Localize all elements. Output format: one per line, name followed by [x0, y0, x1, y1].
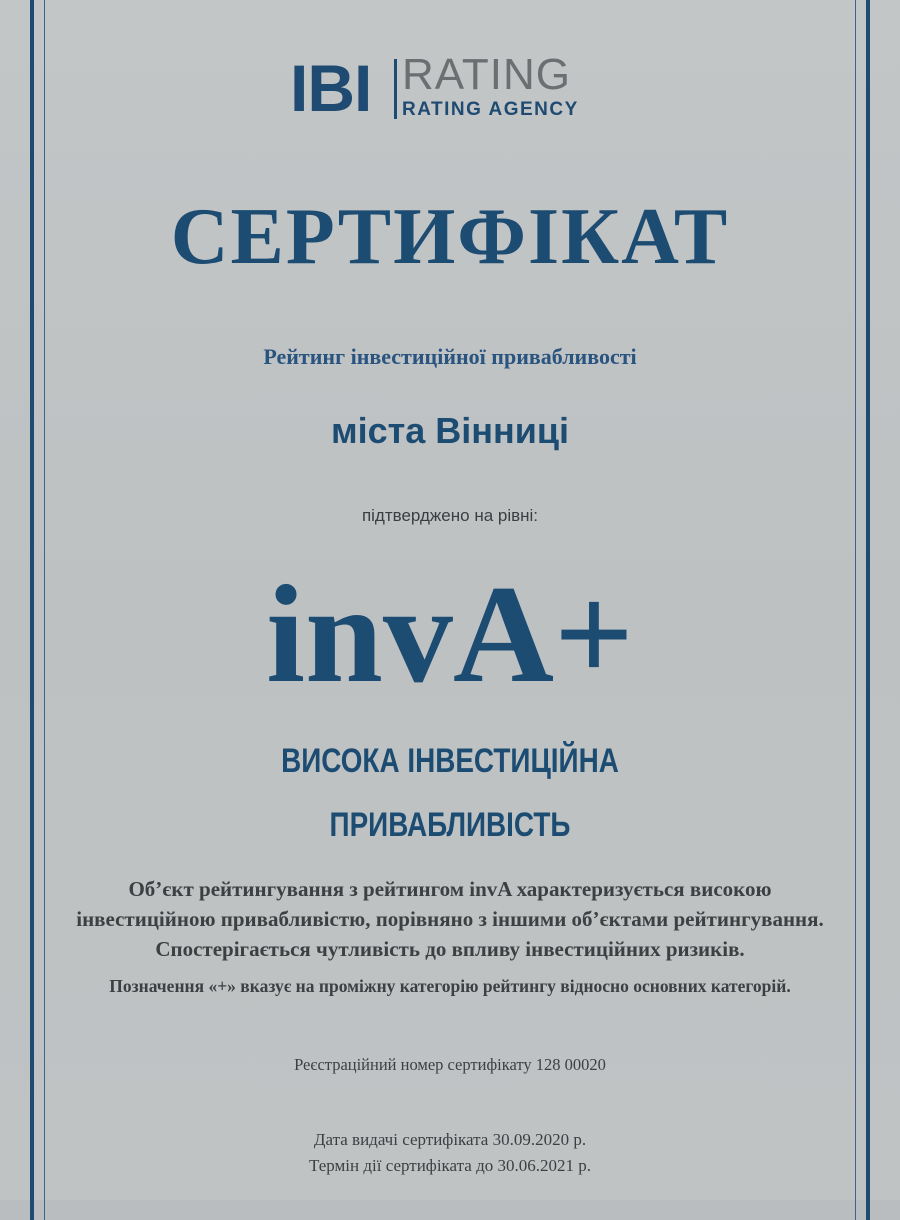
certificate-subtitle: Рейтинг інвестиційної привабливості [263, 344, 637, 369]
rated-city: міста Вінниці [330, 410, 570, 451]
confirmed-label: підтверджено на рівні: [361, 506, 539, 525]
ibi-rating-logo [290, 50, 620, 125]
description-line: Спостерігається чутливість до впливу інвестиційних ризиків. [155, 937, 745, 961]
issue-date: Дата видачі сертифіката 30.09.2020 р. [313, 1130, 587, 1149]
rating-level-line1: ВИСОКА ІНВЕСТИЦІЙНА [281, 742, 619, 780]
logo-agency-text: RATING AGENCY [402, 99, 579, 120]
logo-ibi-text: IBI [290, 51, 372, 125]
description-line: Об’єкт рейтингування з рейтингом invA характеризується високою [128, 877, 772, 901]
valid-until-date: Термін дії сертифіката до 30.06.2021 р. [309, 1156, 591, 1175]
rating-grade: invA+ [266, 557, 634, 712]
registration-number: Реєстраційний номер сертифікату 128 00020 [294, 1055, 606, 1074]
logo-rating-text: RATING [402, 50, 571, 99]
rating-level-line2: ПРИВАБЛИВІСТЬ [329, 806, 571, 844]
logo-divider [394, 59, 397, 119]
certificate-title: СЕРТИФІКАТ [170, 193, 730, 281]
description-line: інвестиційною привабливістю, порівняно з іншими об’єктами рейтингування. [76, 907, 824, 931]
plus-note: Позначення «+» вказує на проміжну категорію рейтингу відносно основних категорій. [109, 976, 791, 996]
